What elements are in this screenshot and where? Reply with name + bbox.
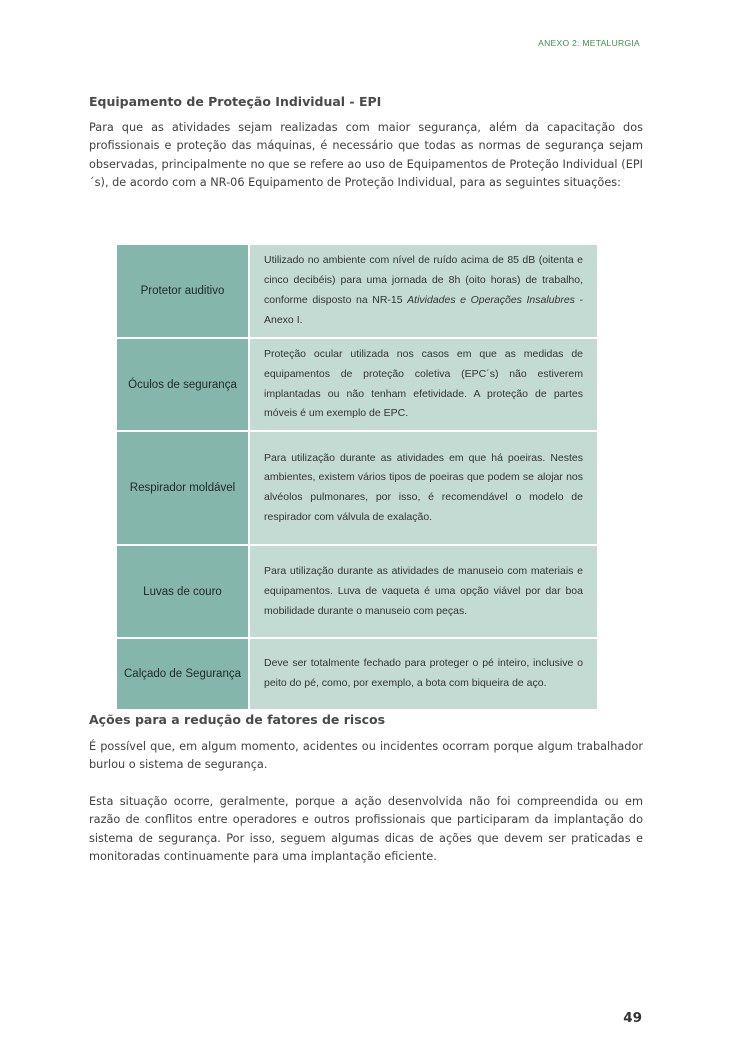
epi-name: Calçado de Segurança (116, 638, 249, 710)
risk-reduction-section (89, 712, 643, 866)
page-number: 49 (623, 1010, 642, 1026)
epi-name: Protetor auditivo (116, 244, 249, 338)
epi-name: Luvas de couro (116, 545, 249, 638)
epi-intro-paragraph: Para que as atividades sejam realizadas com maior segurança, além da capacitação dos profissionais e proteção das máquinas, é necessário que todas as normas de segurança sejam observadas, principalmente no que se refere ao uso de Equipamentos de Proteção Individual (EPI´s), de acordo com a NR-06 Equipamento de Proteção Individual, para as seguintes situações: (89, 121, 643, 190)
epi-name: Respirador moldável (116, 431, 249, 545)
table-row (116, 431, 598, 545)
epi-name: Óculos de segurança (116, 338, 249, 431)
table-row (116, 545, 598, 638)
risk-paragraph-1: É possível que, em algum momento, acidentes ou incidentes ocorram porque algum trabalhador burlou o sistema de segurança. (89, 740, 643, 772)
table-row (116, 638, 598, 710)
epi-description: Para utilização durante as atividades de manuseio com materiais e equipamentos. Luva de vaqueta é uma opção viável por dar boa mobilidade durante o manuseio com peças. (249, 545, 598, 638)
norm-title: Atividades e Operações Insalubres (407, 294, 575, 306)
epi-section (89, 94, 643, 193)
table-row (116, 338, 598, 431)
epi-description: Para utilização durante as atividades em que há poeiras. Nestes ambientes, existem vários tipos de poeiras que podem se alojar nos alvéolos pulmonares, por isso, é recomendável o modelo de respirador com válvula de exalação. (249, 431, 598, 545)
epi-table (115, 243, 599, 711)
section-heading-risk-reduction: Ações para a redução de fatores de riscos (89, 712, 386, 727)
section-heading-epi: Equipamento de Proteção Individual - EPI (89, 94, 382, 109)
epi-description: Utilizado no ambiente com nível de ruído acima de 85 dB (oitenta e cinco decibéis) para uma jornada de 8h (oito horas) de trabalho, conforme disposto na NR-15 Atividades e Operações Insalubres - Anexo I. (249, 244, 598, 338)
table-row (116, 244, 598, 338)
risk-paragraph-2: Esta situação ocorre, geralmente, porque a ação desenvolvida não foi compreendida ou em razão de conflitos entre operadores e outros profissionais que participaram da implantação do sistema de segurança. Por isso, seguem algumas dicas de ações que devem ser praticadas e monitoradas continuamente para uma implantação eficiente. (89, 794, 643, 864)
running-header: ANEXO 2: METALURGIA (538, 38, 640, 48)
epi-description: Proteção ocular utilizada nos casos em que as medidas de equipamentos de proteção coletiva (EPC´s) não estiverem implantadas ou não tenham efetividade. A proteção de partes móveis é um exemplo de EPC. (249, 338, 598, 431)
epi-description: Deve ser totalmente fechado para proteger o pé inteiro, inclusive o peito do pé, como, por exemplo, a bota com biqueira de aço. (249, 638, 598, 710)
